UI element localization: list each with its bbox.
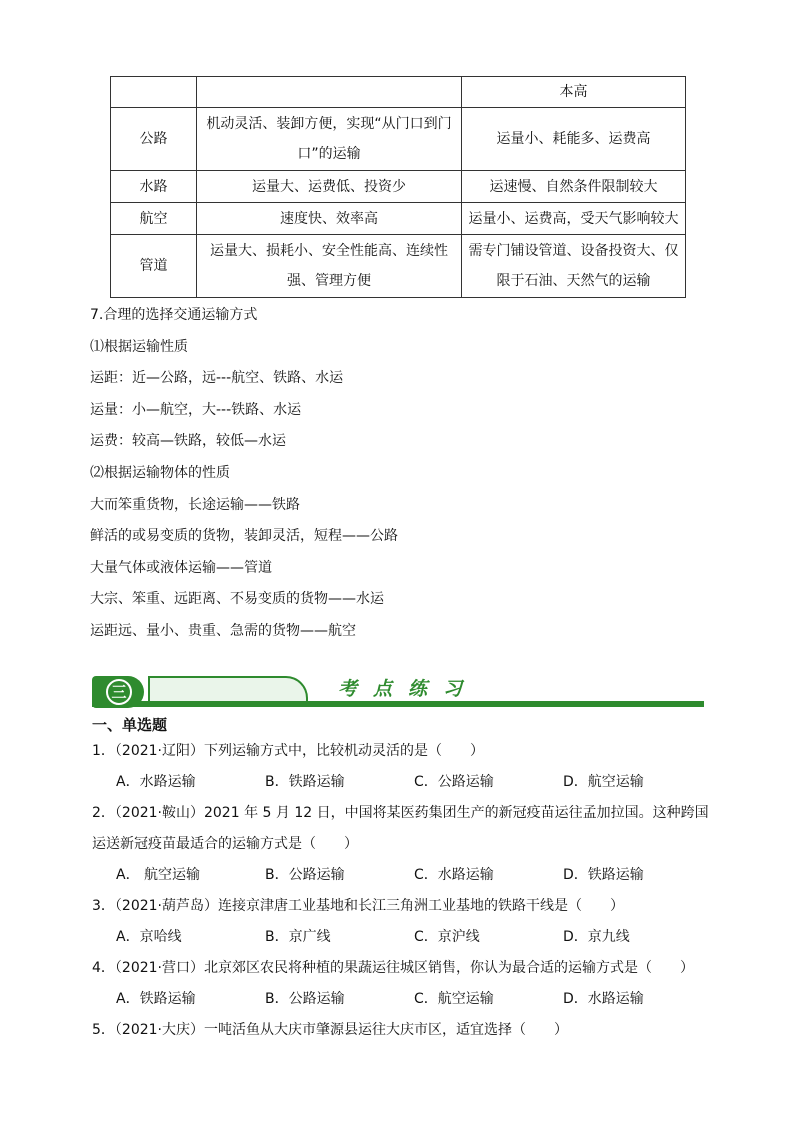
option-d[interactable]: D．铁路运输 (563, 867, 644, 883)
table-row (111, 171, 686, 203)
table-row (111, 235, 686, 298)
banner-tab (148, 676, 308, 701)
table-cell: 速度快、效率高 (197, 203, 462, 235)
note-line: 鲜活的或易变质的货物，装卸灵活，短程——公路 (90, 528, 398, 545)
note-line: 运距：近—公路，远---航空、铁路、水运 (90, 370, 344, 387)
question-stem: 1．（2021·辽阳）下列运输方式中，比较机动灵活的是（ ） (92, 743, 484, 759)
option-a[interactable]: A．水路运输 (116, 774, 196, 790)
option-b[interactable]: B．公路运输 (265, 991, 345, 1007)
option-b[interactable]: B．公路运输 (265, 867, 345, 883)
option-c[interactable]: C．公路运输 (414, 774, 494, 790)
option-c[interactable]: C．水路运输 (414, 867, 494, 883)
option-c[interactable]: C．航空运输 (414, 991, 494, 1007)
table-cell (197, 77, 462, 108)
question-stem: 3．（2021·葫芦岛）连接京津唐工业基地和长江三角洲工业基地的铁路干线是（ ） (92, 898, 624, 914)
question-stem: 2．（2021·鞍山）2021 年 5 月 12 日，中国将某医药集团生产的新冠疫苗运往孟加拉国。这种跨国运送新冠疫苗最适合的运输方式是（ ） (92, 805, 709, 852)
question-stem: 5．（2021·大庆）一吨活鱼从大庆市肇源县运往大庆市区，适宜选择（ ） (92, 1022, 568, 1038)
transport-choice-notes (90, 300, 710, 648)
transport-comparison-table (110, 76, 686, 298)
question-list (92, 736, 712, 1046)
section-banner (92, 676, 704, 710)
option-row (92, 767, 712, 798)
note-line: 大量气体或液体运输——管道 (90, 559, 272, 576)
option-a[interactable]: A． 航空运输 (116, 867, 201, 883)
option-b[interactable]: B．京广线 (265, 929, 331, 945)
table-row (111, 77, 686, 108)
section-title: 一、单选题 (92, 716, 168, 734)
table-cell: 运量大、运费低、投资少 (197, 171, 462, 203)
note-line: 大而笨重货物，长途运输——铁路 (90, 496, 300, 513)
banner-title: 考点练习 (338, 678, 479, 700)
note-line: 运费：较高—铁路，较低—水运 (90, 433, 286, 450)
note-line: ⑵根据运输物体的性质 (90, 464, 230, 481)
banner-badge-label: 三 (111, 683, 127, 701)
table-cell: 运速慢、自然条件限制较大 (462, 171, 686, 203)
table-cell: 航空 (111, 203, 197, 235)
option-d[interactable]: D．水路运输 (563, 991, 644, 1007)
option-c[interactable]: C．京沪线 (414, 929, 480, 945)
banner-badge (92, 676, 144, 708)
table-cell: 公路 (111, 108, 197, 171)
option-a[interactable]: A．铁路运输 (116, 991, 196, 1007)
table-cell: 水路 (111, 171, 197, 203)
table-cell: 管道 (111, 235, 197, 298)
table-cell: 运量小、运费高，受天气影响较大 (462, 203, 686, 235)
option-row (92, 860, 712, 891)
option-a[interactable]: A．京哈线 (116, 929, 182, 945)
option-row (92, 984, 712, 1015)
number-three-icon (106, 679, 132, 705)
table-cell (111, 77, 197, 108)
table-row (111, 108, 686, 171)
option-b[interactable]: B．铁路运输 (265, 774, 345, 790)
option-row (92, 922, 712, 953)
note-line: 大宗、笨重、远距离、不易变质的货物——水运 (90, 591, 384, 608)
option-d[interactable]: D．航空运输 (563, 774, 644, 790)
table-cell: 需专门铺设管道、设备投资大、仅限于石油、天然气的运输 (462, 235, 686, 298)
table-cell: 运量小、耗能多、运费高 (462, 108, 686, 171)
note-line: 运距远、量小、贵重、急需的货物——航空 (90, 622, 356, 639)
note-line: ⑴根据运输性质 (90, 338, 188, 355)
table-cell: 本高 (462, 77, 686, 108)
banner-underline (92, 701, 704, 707)
table-cell: 运量大、损耗小、安全性能高、连续性强、管理方便 (197, 235, 462, 298)
note-line: 7.合理的选择交通运输方式 (90, 307, 258, 323)
note-line: 运量：小—航空，大---铁路、水运 (90, 401, 302, 418)
option-d[interactable]: D．京九线 (563, 929, 630, 945)
table-row (111, 203, 686, 235)
question-stem: 4．（2021·营口）北京郊区农民将种植的果蔬运往城区销售，你认为最合适的运输方式是（ ） (92, 960, 694, 976)
table-cell: 机动灵活、装卸方便，实现“从门口到门口”的运输 (197, 108, 462, 171)
